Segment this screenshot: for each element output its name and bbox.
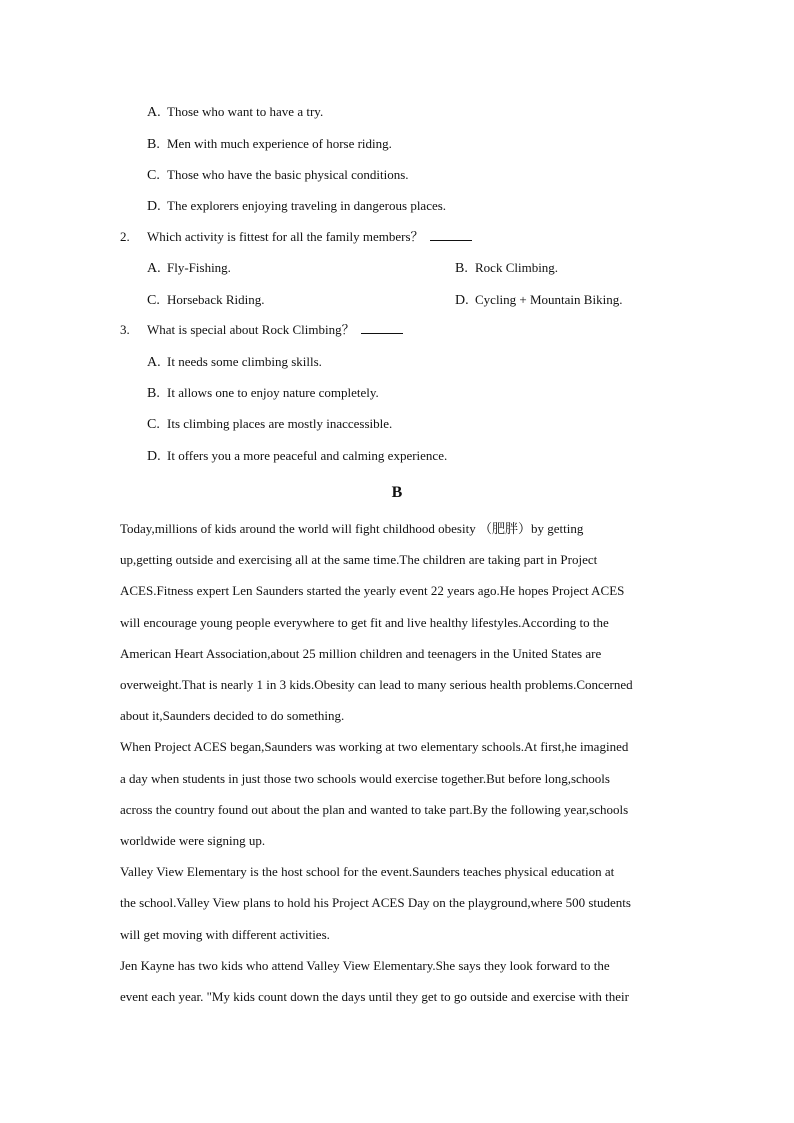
option-text: Fly-Fishing.	[167, 260, 231, 275]
question-text	[147, 322, 403, 338]
option-text: Those who want to have a try.	[167, 104, 324, 119]
passage-line: a day when students in just those two schools would exercise together.But before long,schools	[120, 770, 610, 786]
q1-option-b	[147, 136, 392, 153]
option-text: Its climbing places are mostly inaccessible.	[167, 416, 393, 431]
question-number: 3.	[120, 322, 130, 337]
q3-option-c	[147, 416, 392, 433]
option-text: It needs some climbing skills.	[167, 354, 322, 369]
q3-option-b	[147, 385, 379, 402]
passage-line: overweight.That is nearly 1 in 3 kids.Obesity can lead to many serious health problems.Concerned	[120, 677, 633, 693]
passage-line: up,getting outside and exercising all at the same time.The children are taking part in Project	[120, 552, 598, 568]
option-letter: C.	[147, 293, 160, 308]
passage-line: will get moving with different activities.	[120, 926, 330, 942]
option-letter: C.	[147, 417, 160, 432]
question-text	[147, 229, 472, 245]
section-heading: B	[391, 484, 403, 501]
option-letter: B.	[455, 261, 468, 276]
option-letter: D.	[147, 449, 161, 464]
passage-line: will encourage young people everywhere to get fit and live healthy lifestyles.According to the	[120, 614, 609, 630]
question-number: 2.	[120, 229, 130, 244]
q1-option-a	[147, 104, 323, 121]
option-text: Cycling + Mountain Biking.	[475, 292, 623, 307]
q2-option-b	[455, 260, 558, 277]
passage-line: ACES.Fitness expert Len Saunders started the yearly event 22 years ago.He hopes Project ACES	[120, 583, 625, 599]
passage-line: worldwide were signing up.	[120, 833, 266, 849]
q1-option-d	[147, 198, 446, 215]
option-text: Rock Climbing.	[475, 260, 559, 275]
q3-option-d	[147, 448, 447, 465]
passage-line: the school.Valley View plans to hold his Project ACES Day on the playground,where 500 students	[120, 895, 631, 911]
q1-option-c	[147, 167, 409, 184]
option-letter: A.	[147, 261, 161, 276]
passage-line: When Project ACES began,Saunders was working at two elementary schools.At first,he imagined	[120, 739, 629, 755]
option-letter: B.	[147, 386, 160, 401]
answer-blank[interactable]	[430, 229, 472, 241]
passage-line: event each year. "My kids count down the days until they get to go outside and exercise with their	[120, 989, 629, 1005]
passage-line: across the country found out about the plan and wanted to take part.By the following year,schools	[120, 801, 629, 817]
q2-option-a	[147, 260, 231, 277]
option-text: Those who have the basic physical conditions.	[167, 167, 409, 182]
passage-line: Valley View Elementary is the host school for the event.Saunders teaches physical education at	[120, 864, 615, 880]
q2-option-d	[455, 292, 622, 309]
answer-blank[interactable]	[361, 322, 403, 334]
option-letter: C.	[147, 168, 160, 183]
option-letter: A.	[147, 355, 161, 370]
passage-line: American Heart Association,about 25 million children and teenagers in the United States are	[120, 645, 602, 661]
option-letter: D.	[147, 199, 161, 214]
option-letter: A.	[147, 105, 161, 120]
passage-line: about it,Saunders decided to do something.	[120, 708, 345, 724]
q2-option-c	[147, 292, 264, 309]
passage-b	[120, 513, 680, 1012]
passage-line: Jen Kayne has two kids who attend Valley View Elementary.She says they look forward to the	[120, 957, 610, 973]
passage-line: Today,millions of kids around the world will fight childhood obesity （肥胖）by getting	[120, 521, 584, 536]
option-text: Horseback Riding.	[167, 292, 265, 307]
option-text: The explorers enjoying traveling in dangerous places.	[167, 198, 447, 213]
question-stem: What is special about Rock Climbing？	[147, 322, 355, 337]
question-stem: Which activity is fittest for all the family members？	[147, 229, 424, 244]
option-letter: B.	[147, 137, 160, 152]
option-letter: D.	[455, 293, 469, 308]
option-text: Men with much experience of horse riding.	[167, 136, 392, 151]
q3-option-a	[147, 354, 322, 371]
option-text: It offers you a more peaceful and calming experience.	[167, 448, 448, 463]
option-text: It allows one to enjoy nature completely.	[167, 385, 379, 400]
